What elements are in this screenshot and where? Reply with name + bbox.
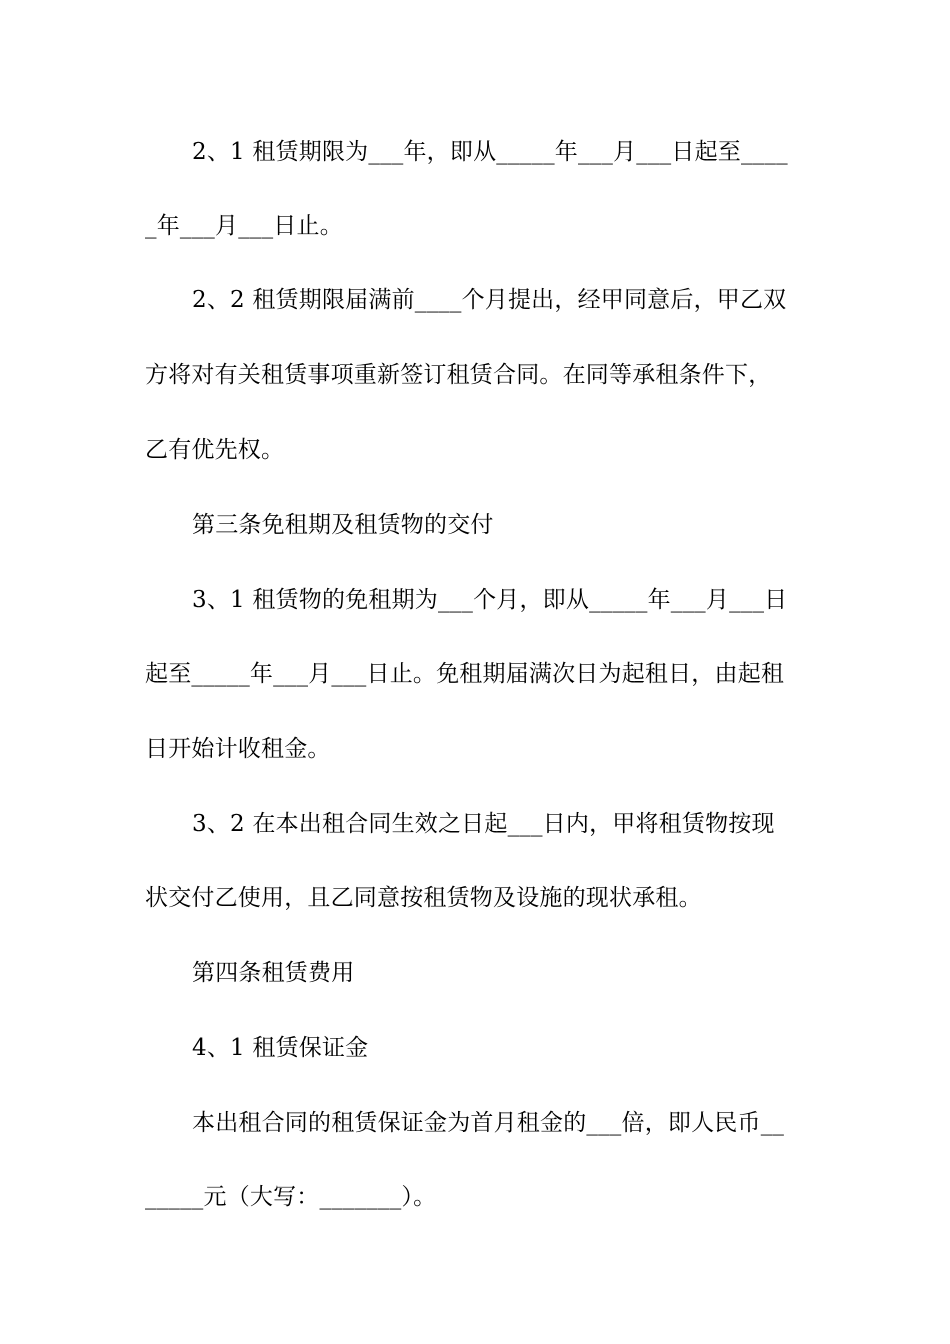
clause-3-2-line-1: 3、2 在本出租合同生效之日起___日内，甲将租赁物按现	[192, 811, 775, 837]
clause-3-1-line-3: 日开始计收租金。	[145, 736, 331, 762]
article-3-heading: 第三条免租期及租赁物的交付	[192, 512, 494, 538]
clause-2-2-line-1: 2、2 租赁期限届满前____个月提出，经甲同意后，甲乙双	[192, 287, 787, 313]
article-4-heading: 第四条租赁费用	[192, 960, 355, 986]
deposit-line-1: 本出租合同的租赁保证金为首月租金的___倍，即人民币__	[192, 1110, 785, 1136]
clause-3-1-line-1: 3、1 租赁物的免租期为___个月，即从_____年___月___日	[192, 587, 788, 613]
clause-2-1-line-2: _年___月___日止。	[145, 213, 343, 239]
clause-3-2-line-2: 状交付乙使用，且乙同意按租赁物及设施的现状承租。	[145, 885, 702, 911]
clause-2-1-line-1: 2、1 租赁期限为___年，即从_____年___月___日起至____	[192, 139, 788, 165]
clause-2-2-line-3: 乙有优先权。	[145, 437, 285, 463]
clause-3-1-line-2: 起至_____年___月___日止。免租期届满次日为起租日，由起租	[145, 661, 785, 687]
deposit-line-2: _____元（大写：_______）。	[145, 1184, 437, 1210]
clause-4-1-heading: 4、1 租赁保证金	[192, 1035, 369, 1061]
clause-2-2-line-2: 方将对有关租赁事项重新签订租赁合同。在同等承租条件下，	[145, 362, 772, 388]
